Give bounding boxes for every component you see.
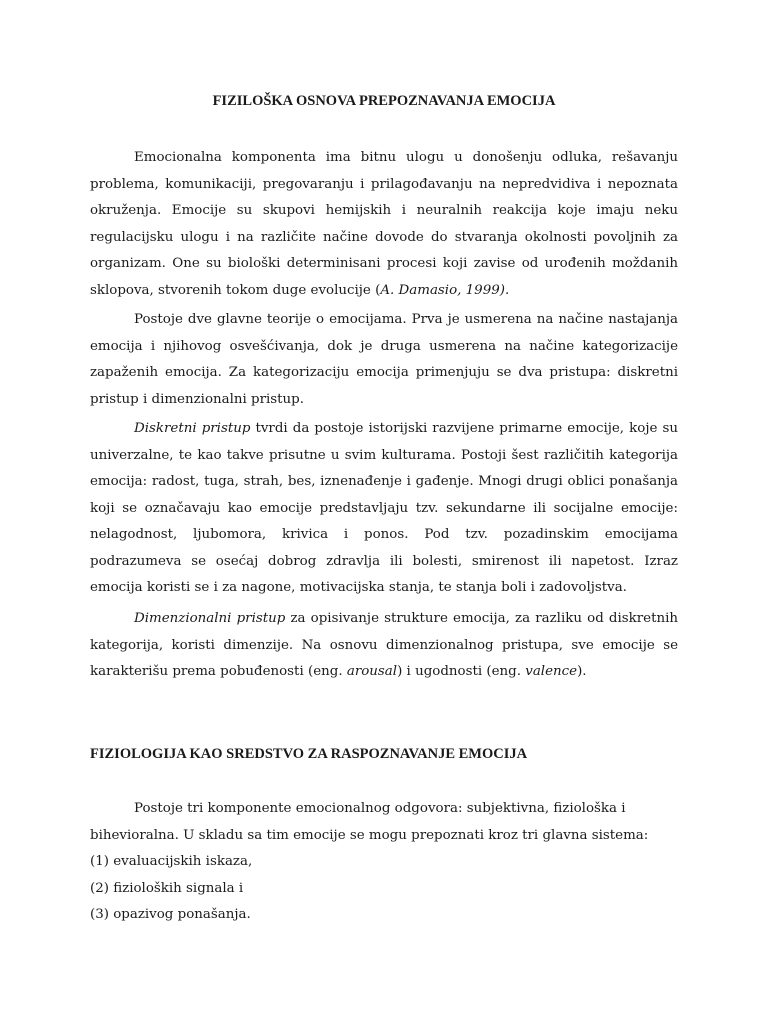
paragraph-discrete-approach xyxy=(90,416,678,602)
term-valence: valence xyxy=(525,664,578,679)
section-title-physiology: FIZIOLOGIJA KAO SREDSTVO ZA RASPOZNAVANJE EMOCIJA xyxy=(90,746,528,762)
list-item: (2) fizioloških signala i xyxy=(90,880,244,896)
paragraph-text: Postoje dve glavne teorije o emocijama. Prva je usmerena na načine nastajanja emocija i njihovog osvešćivanja, dok je druga usmerena na načine kategorizacije zapaženih emocija. Za kategorizaciju emocija primenjuju se dva pristupa: diskretni pristup i dimenzionalni pristup. xyxy=(90,312,678,407)
term-discrete-approach: Diskretni pristup xyxy=(134,421,251,436)
paragraph-text: ). xyxy=(577,664,587,679)
list-item: (1) evaluacijskih iskaza, xyxy=(90,854,253,869)
paragraph-text: za opisivanje strukture emocija, za razliku od diskretnih kategorija, koristi dimenzije. Na osnovu dimenzionalnog pristupa, sve emocije se karakterišu prema pobuđenosti (eng. xyxy=(90,611,678,679)
paragraph-line: Postoje tri komponente emocionalnog odgovora: subjektivna, fiziološka i xyxy=(134,801,626,816)
paragraph-text: ) i ugodnosti (eng. xyxy=(397,664,526,679)
citation-damasio: A. Damasio, 1999). xyxy=(380,282,510,298)
paragraph-dimensional-approach xyxy=(90,606,678,686)
paragraph-emotional-component xyxy=(90,145,678,304)
paragraph-three-components xyxy=(90,796,678,929)
list-item: (3) opazivog ponašanja. xyxy=(90,907,251,922)
paragraph-text: Emocionalna komponenta ima bitnu ulogu u donošenju odluka, rešavanju problema, komunikaciji, pregovaranju i prilagođavanju na nepredvidiva i nepoznata okruženja. Emocije su skupovi hemijskih i neuralnih reakcija koje imaju neku regulacijsku ulogu i na različite načine dovode do stvaranja okolnosti povoljnih za organizam. One su biološki determinisani procesi koji zavise od urođenih moždanih sklopova, stvorenih tokom duge evolucije ( xyxy=(90,150,678,298)
document-title: FIZILOŠKA OSNOVA PREPOZNAVANJA EMOCIJA xyxy=(212,93,556,109)
paragraph-text: tvrdi da postoje istorijski razvijene primarne emocije, koje su univerzalne, te kao takve prisutne u svim kulturama. Postoji šest različitih kategorija emocija: radost, tuga, strah, bes, iznenađenje i gađenje. Mnogi drugi oblici ponašanja koji se označavaju kao emocije predstavljaju tzv. sekundarne ili socijalne emocije: nelagodnost, ljubomora, krivica i ponos. Pod tzv. pozadinskim emocijama podrazumeva se osećaj dobrog zdravlja ili bolesti, smirenost ili napetost. Izraz emocija koristi se i za nagone, motivacijska stanja, te stanja boli i zadovoljstva. xyxy=(90,421,678,595)
term-dimensional-approach: Dimenzionalni pristup xyxy=(134,611,286,626)
paragraph-two-theories xyxy=(90,307,678,413)
paragraph-line: bihevioralna. U skladu sa tim emocije se mogu prepoznati kroz tri glavna sistema: xyxy=(90,827,649,843)
term-arousal: arousal xyxy=(346,664,398,679)
